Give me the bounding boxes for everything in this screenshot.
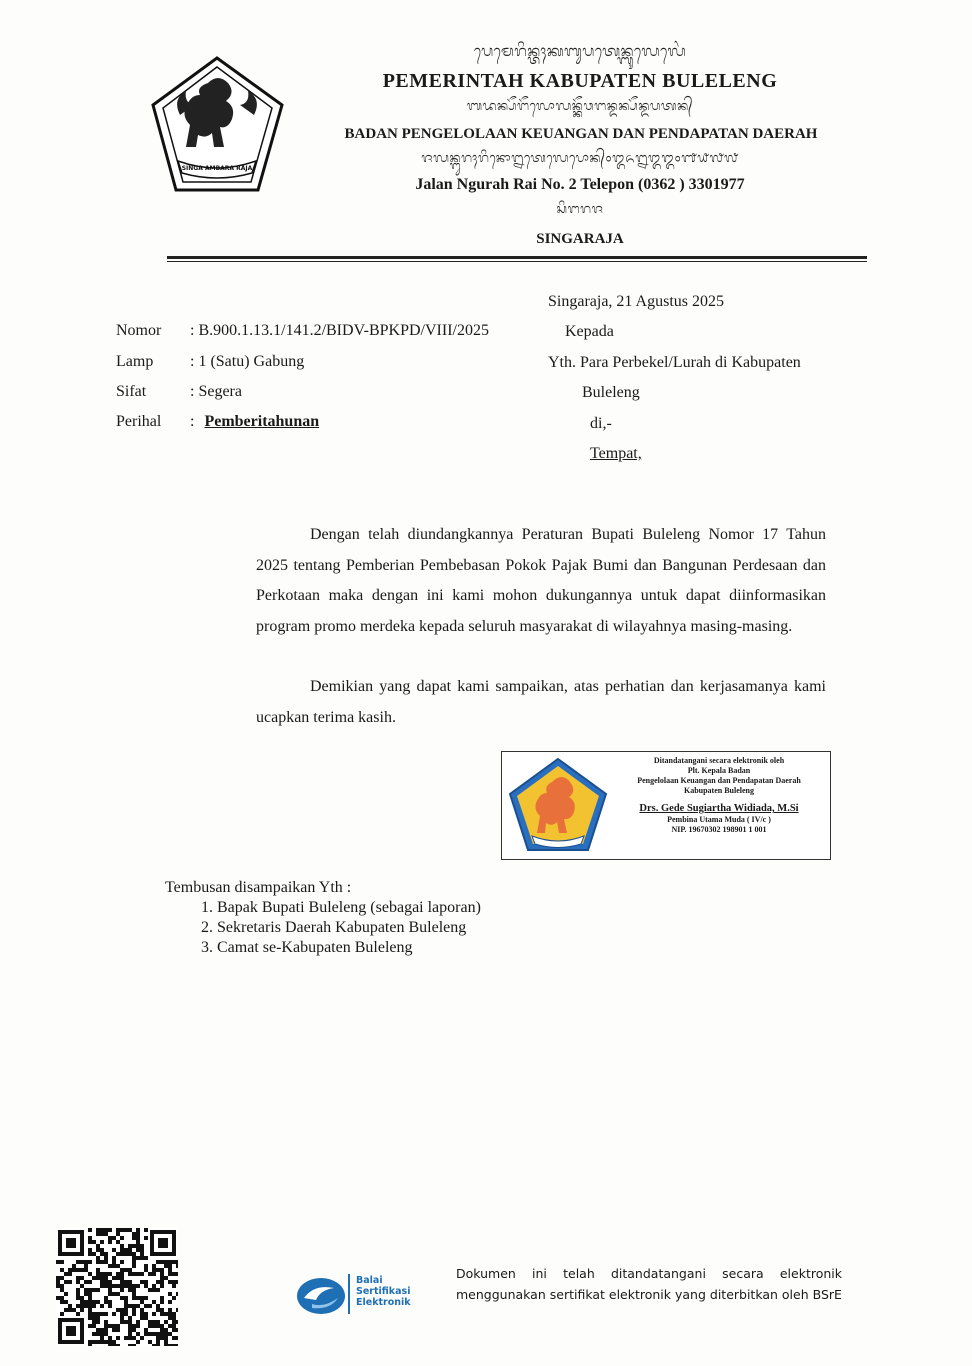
place-date: Singaraja, 21 Agustus 2025 [548,293,724,310]
body-paragraph-1: Dengan telah diundangkannya Peraturan Bupati Buleleng Nomor 17 Tahun 2025 tentang Pemberian Pembebasan Pokok Pajak Bumi dan Bangunan Perdesaan dan Perkotaan maka dengan ini kami mohon dukungannya untuk dapat diinformasikan program promo merdeka kepada seluruh masyarakat di wilayahnya masing-masing. [256,526,826,635]
recipient-kepada: Kepada [565,323,614,340]
buleleng-regency-logo [150,55,285,195]
signatory-name: Drs. Gede Sugiartha Widiada, M.Si [639,803,799,814]
signature-regency-logo [506,756,610,854]
bsre-text-line-1: Balai [356,1275,383,1286]
meta-value-sifat: : Segera [190,383,242,400]
letterhead-divider-thick [167,256,867,259]
tembusan-heading: Tembusan disampaikan Yth : [165,879,352,896]
balinese-script-line-4: ᬲᬶᬗᬭᬚ [556,202,604,217]
perihal-colon: : [190,413,199,430]
meta-value-perihal [190,413,319,431]
meta-value-lamp: : 1 (Satu) Gabung [190,353,305,370]
e-signature-footer-note: Dokumen ini telah ditandatangani secara elektronik menggunakan sertifikat elektronik yang diterbitkan oleh BSrE [456,1266,842,1302]
letterhead-divider-thin [167,261,867,262]
tembusan-item-2: 2. Sekretaris Daerah Kabupaten Buleleng [201,919,467,936]
bsre-logo [296,1272,436,1318]
logo-ribbon-text: SINGA AMBARA RAJA [181,165,253,172]
recipient-line-3: di,- [590,415,612,432]
meta-value-nomor: : B.900.1.13.1/141.2/BIDV-BPKPD/VIII/2025 [190,322,489,339]
meta-label-perihal: Perihal [116,413,162,430]
tembusan-item-1: 1. Bapak Bupati Buleleng (sebagai laporan) [201,899,481,916]
signature-regency: Kabupaten Buleleng [683,786,754,795]
bsre-text-line-3: Elektronik [356,1297,411,1308]
signature-caption: Ditandatangani secara elektronik oleh [653,756,785,765]
meta-label-nomor: Nomor [116,322,162,339]
meta-label-sifat: Sifat [116,383,147,400]
signature-position: Plt. Kepala Badan [687,766,751,775]
bsre-emblem-icon [296,1274,346,1316]
signatory-nip: NIP. 19670302 198901 1 001 [671,825,767,834]
recipient-line-2: Buleleng [582,384,640,401]
signature-agency: Pengelolaan Keuangan dan Pendapatan Daerah [637,776,801,785]
electronic-signature-box [501,751,831,860]
recipient-line-4: Tempat, [590,445,642,462]
recipient-line-1: Yth. Para Perbekel/Lurah di Kabupaten [548,354,801,371]
signature-text-block [610,756,828,835]
meta-label-lamp: Lamp [116,353,154,370]
balinese-script-line-3: ᬚᬮᬦ᭄ᬗᬸᬭᬄᬭᬶᬦᭀ᭒ᬢᬾᬮᬾᬧᭀᬦ᭄᭐᭓᭖᭒᭓᭓᭐᭑᭙᭗᭗ [421,151,739,166]
balinese-script-line-2: ᬩᬤᬦ᭄ᬧᭂᬗᭂᬮᭀᬮᬦ᭄ᬓᭂᬯᬗᬦ᭄ᬤᬦ᭄ᬧᭂᬦ᭄ᬤᬧᬢᬦ᭄ [466,99,694,114]
bsre-text-line-2: Sertifikasi [356,1286,411,1297]
perihal-subject: Pemberitahunan [204,413,320,430]
signatory-rank: Pembina Utama Muda ( IV/c ) [667,815,771,824]
office-address: Jalan Ngurah Rai No. 2 Telepon (0362 ) 3301977 [415,176,745,193]
balinese-script-line-1: ᬧᬾᬫᬾᬭᬶᬦ᭄ᬢᬄᬓᬩᬸᬧᬢᬾᬦ᭄ᬩᬸᬮᬾᬮᬾᬂ [473,42,687,60]
government-name: PEMERINTAH KABUPATEN BULELENG [382,70,778,92]
verification-qr-code [56,1228,178,1346]
letterhead-city: SINGARAJA [536,231,624,247]
tembusan-item-3: 3. Camat se-Kabupaten Buleleng [201,939,413,956]
agency-name: BADAN PENGELOLAAN KEUANGAN DAN PENDAPATAN DAERAH [344,126,818,142]
body-paragraph-2: Demikian yang dapat kami sampaikan, atas perhatian dan kerjasamanya kami ucapkan terima kasih. [256,678,826,726]
